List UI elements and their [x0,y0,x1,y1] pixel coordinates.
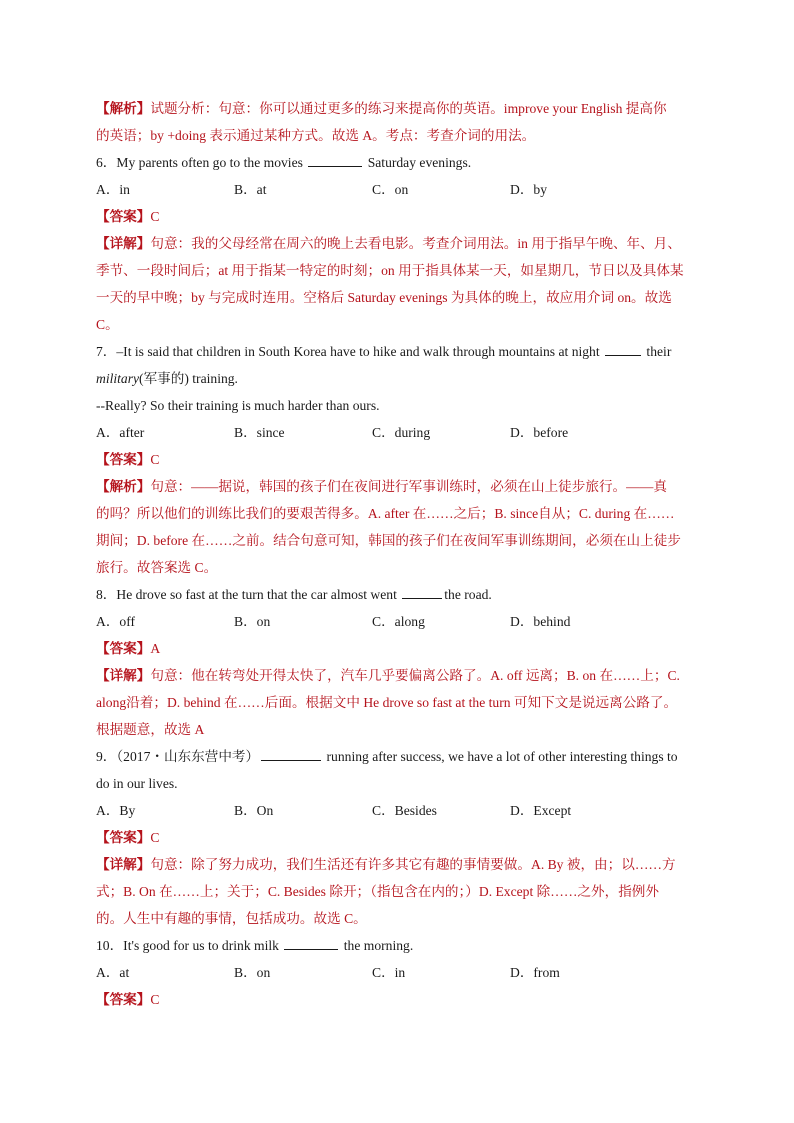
detail-line: 的吗？所以他们的训练比我们的要艰苦得多。A. after 在……之后；B. since自从；C. during 在…… [96,506,675,521]
answer-value: C [150,452,160,467]
question-7-reply: --Really? So their training is much harder than ours. [96,398,380,413]
detail-line: 期间；D. before 在……之前。结合句意可知，韩国的孩子们在夜间军事训练期间，必须在山上徒步 [96,533,681,548]
question-8-options [96,608,708,635]
answer-value: A [150,641,161,656]
option-a: A．at [96,965,130,980]
answer-tag: 【答案】 [96,830,151,845]
detail-tag: 【解析】 [96,479,151,494]
option-b: B．On [234,803,274,818]
question-6-detail [96,230,708,257]
detail-line: 式；B. On 在……上；关于；C. Besides 除开；（指包含在内的；）D. Except 除……之外，指例外 [96,884,659,899]
option-a: A．By [96,803,136,818]
stem-text: 6．My parents often go to the movies [96,155,307,170]
document-page [96,95,708,1013]
option-a: A．off [96,614,136,629]
answer-tag: 【答案】 [96,992,151,1007]
question-9-stem-cont: do in our lives. [96,776,178,791]
detail-line: C。 [96,317,119,332]
question-10-options [96,959,708,986]
question-7-detail [96,473,708,500]
detail-line: 季节、一段时间后；at 用于指某一特定的时刻；on 用于指具体某一天，如星期几，节日以及具体某 [96,263,684,278]
option-b: B．since [234,425,285,440]
question-6-answer [96,203,708,230]
question-9-stem [96,743,708,770]
option-d: D．behind [510,614,571,629]
question-9-detail [96,851,708,878]
answer-value: C [150,209,160,224]
stem-text: 7．–It is said that children in South Korea have to hike and walk through mountains at night [96,344,604,359]
option-a: A．after [96,425,145,440]
stem-text: the morning. [340,938,414,953]
question-7-stem [96,338,708,365]
answer-blank [402,585,442,599]
question-8-stem [96,581,708,608]
question-7-answer [96,446,708,473]
stem-text: the road. [444,587,492,602]
stem-italic: military [96,371,140,386]
question-10-answer [96,986,708,1013]
detail-line: 根据题意，故选 A [96,722,205,737]
answer-blank [261,747,321,761]
detail-tag: 【详解】 [96,236,151,251]
option-c: C．along [372,614,425,629]
stem-text: running after success, we have a lot of other interesting things to [323,749,678,764]
question-8-detail [96,662,708,689]
option-c: C．in [372,965,406,980]
detail-text: 句意：我的父母经常在周六的晚上去看电影。考查介词用法。in 用于指早午晚、年、月、 [150,236,681,251]
question-7-stem-cont [96,365,708,392]
detail-tag: 【详解】 [96,668,151,683]
stem-text: 8．He drove so fast at the turn that the car almost went [96,587,401,602]
option-c: C．during [372,425,431,440]
question-10-stem [96,932,708,959]
answer-tag: 【答案】 [96,209,151,224]
option-b: B．on [234,965,271,980]
stem-text: their [643,344,672,359]
stem-text: 10．It's good for us to drink milk [96,938,283,953]
option-d: D．from [510,965,560,980]
answer-blank [605,342,641,356]
analysis-text: 试题分析：句意：你可以通过更多的练习来提高你的英语。improve your English 提高你 [150,101,667,116]
q5-analysis-line [96,95,708,122]
option-b: B．at [234,182,267,197]
option-d: D．before [510,425,569,440]
option-c: C．Besides [372,803,437,818]
question-6-stem [96,149,708,176]
option-c: C．on [372,182,409,197]
answer-value: C [150,830,160,845]
answer-value: C [150,992,160,1007]
answer-tag: 【答案】 [96,452,151,467]
stem-text: 9．（2017・山东东营中考） [96,749,260,764]
answer-blank [308,153,362,167]
question-7-options [96,419,708,446]
option-d: D．by [510,182,548,197]
question-9-options [96,797,708,824]
answer-blank [284,936,338,950]
question-9-answer [96,824,708,851]
detail-text: 句意：他在转弯处开得太快了，汽车几乎要偏离公路了。A. off 远离；B. on 在……上；C. [150,668,680,683]
analysis-tag: 【解析】 [96,101,151,116]
option-b: B．on [234,614,271,629]
option-a: A．in [96,182,130,197]
stem-text: (军事的) training. [139,371,238,386]
detail-line: 一天的早中晚；by 与完成时连用。空格后 Saturday evenings 为具体的晚上，故应用介词 on。故选 [96,290,672,305]
q5-analysis-line: 的英语；by +doing 表示通过某种方式。故选 A。考点：考查介词的用法。 [96,128,536,143]
detail-line: 旅行。故答案选 C。 [96,560,218,575]
question-6-options [96,176,708,203]
detail-text: 句意：——据说，韩国的孩子们在夜间进行军事训练时，必须在山上徒步旅行。——真 [150,479,667,494]
option-d: D．Except [510,803,572,818]
detail-tag: 【详解】 [96,857,151,872]
detail-line: along沿着；D. behind 在……后面。根据文中 He drove so fast at the turn 可知下文是说远离公路了。 [96,695,678,710]
question-8-answer [96,635,708,662]
answer-tag: 【答案】 [96,641,151,656]
detail-line: 的。人生中有趣的事情，包括成功。故选 C。 [96,911,367,926]
stem-text: Saturday evenings. [364,155,472,170]
detail-text: 句意：除了努力成功，我们生活还有许多其它有趣的事情要做。A. By 被，由；以……方 [150,857,676,872]
